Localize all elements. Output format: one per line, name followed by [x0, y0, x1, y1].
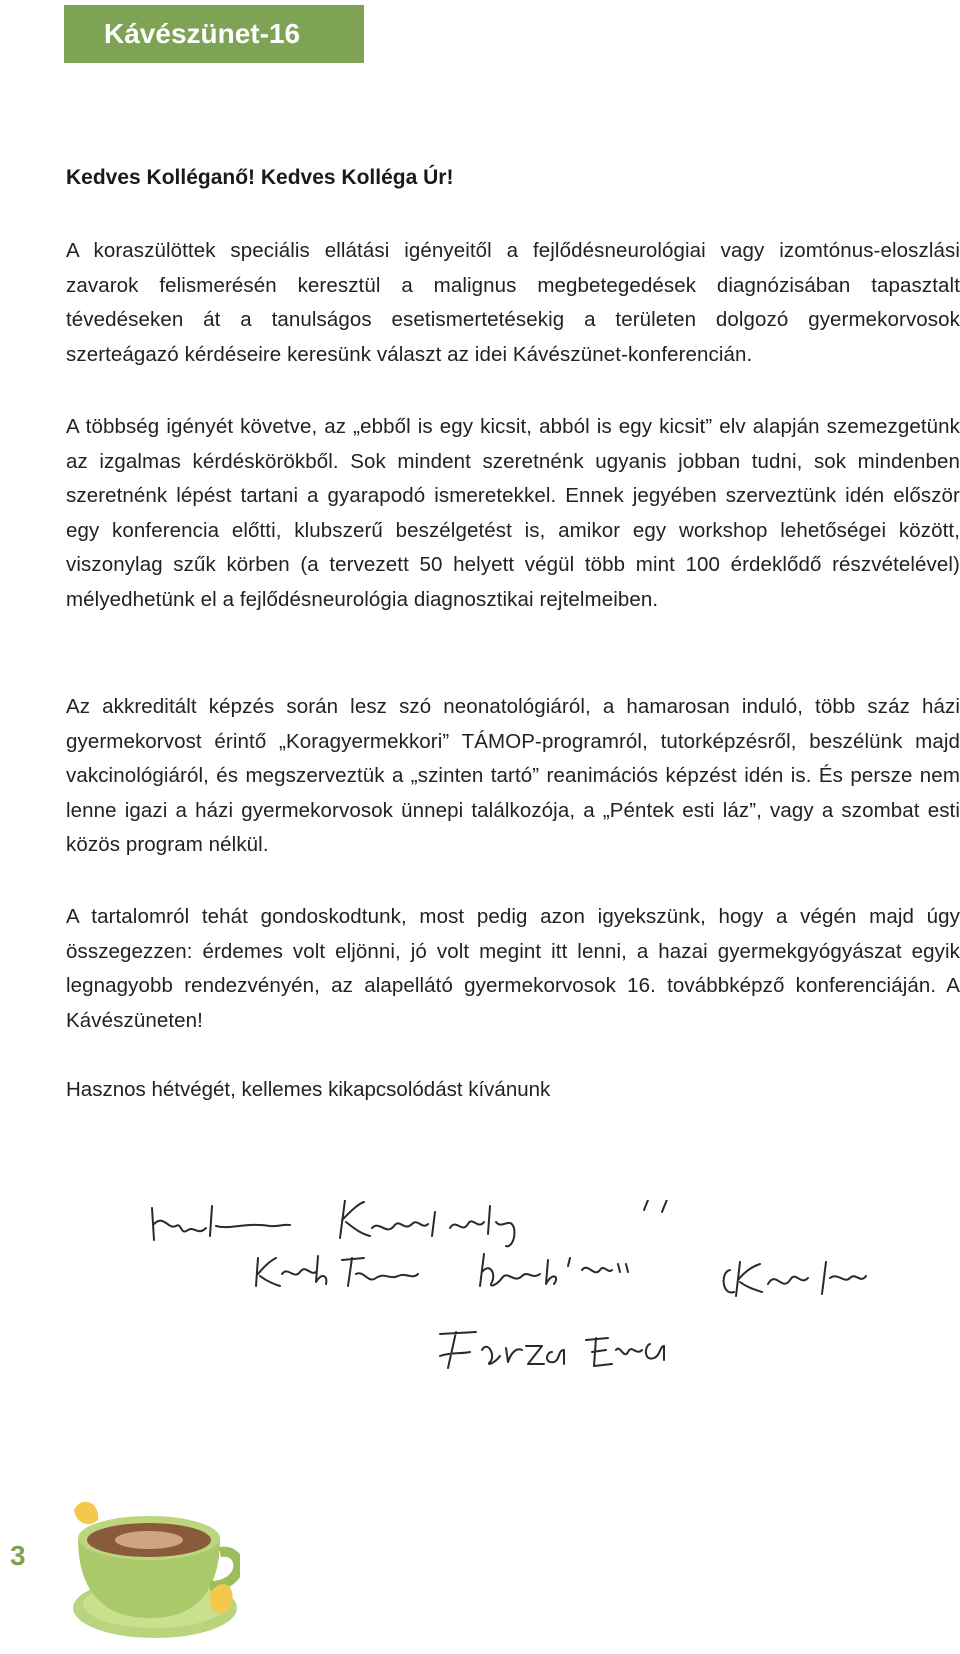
signature-8-icon — [440, 1332, 664, 1368]
coffee-cup-icon — [60, 1490, 240, 1650]
paragraph-1: A koraszülöttek speciális ellátási igényeitől a fejlődésneurológiai vagy izomtónus-eloszlási zavarok felismerésén keresztül a malignus megbetegedések diagnózisában tapasztalt tévedéseken át a tanulságos esetismertetésekig a területen dolgozó gyermekorvosok szerteágazó kérdéseire keresünk választ az idei Kávészünet-konferencián. — [66, 239, 960, 366]
signature-1-icon — [152, 1206, 290, 1240]
signature-5-icon — [256, 1256, 418, 1286]
paragraph-2: A többség igényét követve, az „ebből is egy kicsit, abból is egy kicsit” elv alapján szemezgetünk az izgalmas kérdéskörökből. Sok mindent szeretnénk ugyanis jobban tudni, sok mindenben szeretnénk lépést tartani a gyarapodó ismeretekkel. Ennek jegyében szerveztünk idén először egy konferencia előtti, klubszerű beszélgetést is, amikor egy workshop lehetőségei között, viszonylag szűk körben (a tervezett 50 helyett végül több mint 100 érdeklődő részvételével) mélyedhetünk el a fejlődésneurológia diagnosztikai rejtelmeiben. — [66, 415, 960, 611]
handwritten-signatures — [150, 1200, 930, 1460]
page-number: 3 — [10, 1540, 26, 1571]
signature-6-icon — [480, 1254, 628, 1286]
coffee-cup-illustration — [60, 1490, 240, 1654]
letter-closing: Hasznos hétvégét, kellemes kikapcsolódást kívánunk — [66, 1078, 551, 1101]
header-banner — [64, 5, 364, 63]
signature-2-icon — [340, 1200, 514, 1246]
header-title: Kávészünet-16 — [104, 18, 301, 49]
signature-7-icon — [724, 1262, 866, 1296]
letter-greeting: Kedves Kolléganő! Kedves Kolléga Úr! — [66, 166, 454, 189]
signature-block — [150, 1200, 930, 1460]
paragraph-4: A tartalomról tehát gondoskodtunk, most pedig azon igyekszünk, hogy a végén majd úgy összegezzen: érdemes volt eljönni, jó volt megint itt lenni, a hazai gyermekgyógyászat egyik legnagyobb rendezvényén, az alapellátó gyermekorvosok 16. továbbképző konferenciáján. A Kávészüneten! — [66, 905, 960, 1032]
signature-3-icon — [574, 1200, 674, 1212]
paragraph-3: Az akkreditált képzés során lesz szó neonatológiáról, a hamarosan induló, több száz házi gyermekorvost érintő „Koragyermekkori” TÁMOP-programról, tutorképzésről, beszélünk majd vakcinológiáról, és megszerveztük a „szinten tartó” reanimációs képzést idén is. És persze nem lenne igazi a házi gyermekorvosok ünnepi találkozója, a „Péntek esti láz”, vagy a szombat esti közös program nélkül. — [66, 695, 960, 857]
